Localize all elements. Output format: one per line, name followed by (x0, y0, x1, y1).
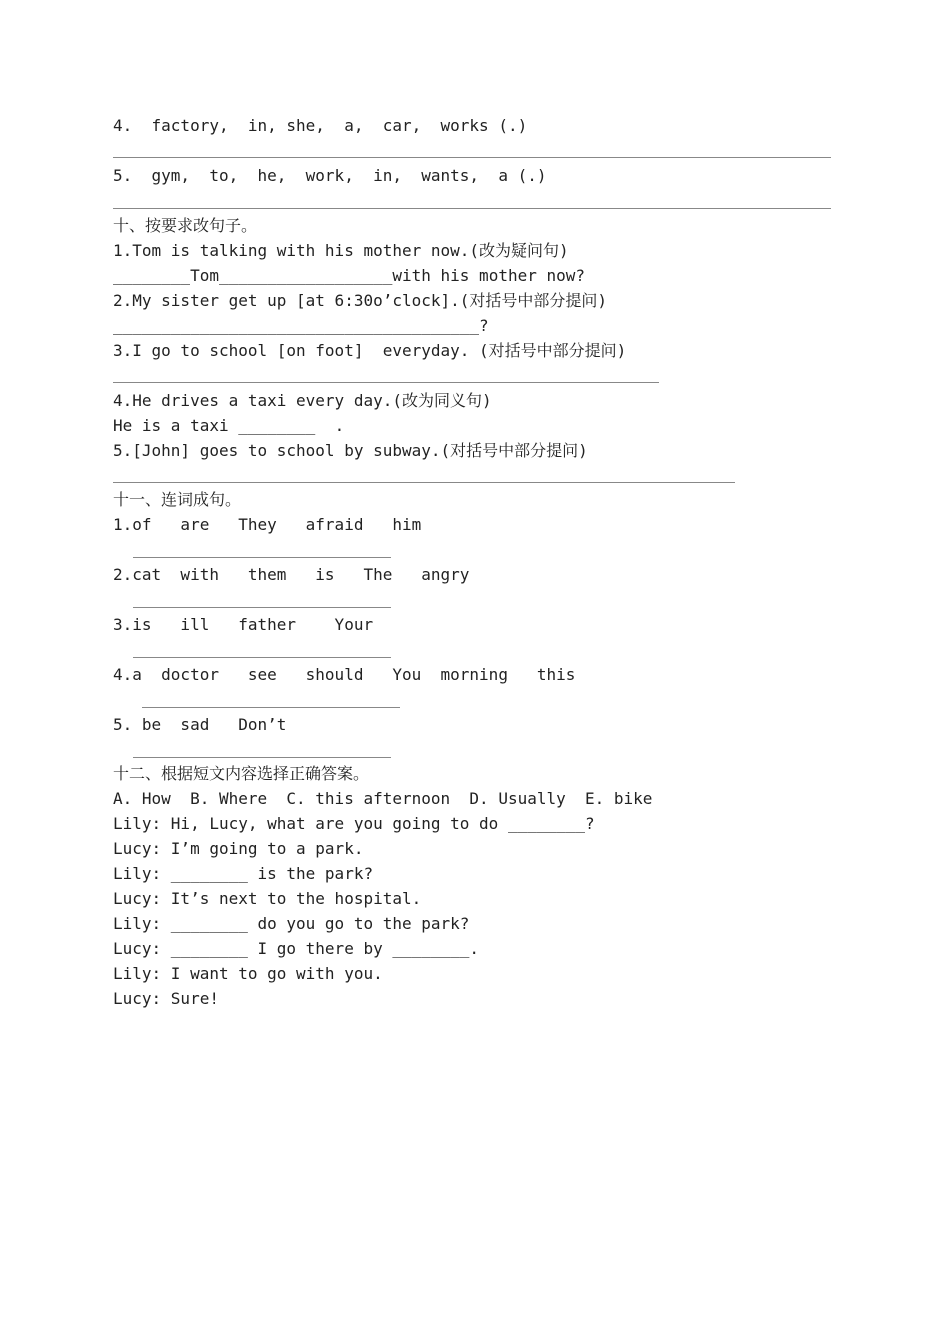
s10-q1-rest: with his mother now? (392, 266, 586, 285)
s9-q4: 4. factory, in, she, a, car, works (.) (113, 116, 528, 135)
s10-q1-tom: Tom (190, 266, 219, 285)
s10-q3-answer-line[interactable] (113, 382, 659, 383)
s12-line-6-text: I go there by (247, 939, 393, 958)
s11-q4: 4.a doctor see should You morning this (113, 665, 576, 684)
s10-q5-answer-line[interactable] (113, 482, 735, 483)
s11-q2: 2.cat with them is The angry (113, 565, 470, 584)
s12-line-6-speaker: Lucy: (113, 939, 171, 958)
s9-q4-answer-line[interactable] (113, 157, 831, 158)
s10-q2: 2.My sister get up [at 6:30o’clock].(对括号中部分提问) (113, 291, 608, 310)
s12-line-3 (113, 864, 373, 884)
s12-line-5-text: do you go to the park? (247, 914, 470, 933)
s11-q4-answer-line[interactable] (142, 707, 400, 708)
s12-line-6-end: . (469, 939, 480, 958)
s10-q2-blank[interactable]: ______________________________________ (113, 316, 480, 335)
s12-line-7: Lily: I want to go with you. (113, 964, 383, 983)
s12-line-2: Lucy: I’m going to a park. (113, 839, 364, 858)
s10-q3: 3.I go to school [on foot] everyday. (对括号中部分提问) (113, 341, 627, 360)
s12-line-3-text: is the park? (247, 864, 374, 883)
s10-q1-blank-2[interactable]: __________________ (218, 266, 393, 285)
s10-q4-blank[interactable]: ________ (238, 416, 316, 435)
s10-q1: 1.Tom is talking with his mother now.(改为疑问句) (113, 241, 569, 260)
s12-line-3-speaker: Lily: (113, 864, 171, 883)
s10-q2-end: ? (479, 316, 489, 335)
s11-q5: 5. be sad Don’t (113, 715, 287, 734)
s11-q2-answer-line[interactable] (133, 607, 391, 608)
s12-blank-1[interactable]: ________ (507, 814, 586, 833)
s11-q1-answer-line[interactable] (133, 557, 391, 558)
s12-blank-2[interactable]: ________ (170, 864, 248, 883)
s10-title: 十、按要求改句子。 (113, 216, 258, 235)
s12-line-6 (113, 939, 479, 959)
s12-blank-4[interactable]: ________ (170, 939, 248, 958)
s11-q3: 3.is ill father Your (113, 615, 374, 634)
s12-line-1-end: ? (585, 814, 595, 833)
s12-blank-3[interactable]: ________ (170, 914, 248, 933)
s10-q4-prefix: He is a taxi (113, 416, 239, 435)
s10-q4: 4.He drives a taxi every day.(改为同义句) (113, 391, 492, 410)
s9-q5: 5. gym, to, he, work, in, wants, a (.) (113, 166, 547, 185)
s12-line-4: Lucy: It’s next to the hospital. (113, 889, 422, 908)
s12-title: 十二、根据短文内容选择正确答案。 (113, 764, 370, 783)
s11-q5-answer-line[interactable] (133, 757, 391, 758)
s12-blank-5[interactable]: ________ (392, 939, 470, 958)
s12-line-1-text: Lily: Hi, Lucy, what are you going to do (113, 814, 508, 833)
s11-q3-answer-line[interactable] (133, 657, 391, 658)
s9-q5-answer-line[interactable] (113, 208, 831, 209)
s10-q1-blank-1[interactable]: ________ (113, 266, 191, 285)
s10-q2-answer (113, 316, 489, 336)
s11-q1: 1.of are They afraid him (113, 515, 422, 534)
s10-q1-answer (113, 266, 585, 286)
s12-line-5-speaker: Lily: (113, 914, 171, 933)
s10-q4-end: . (315, 416, 345, 435)
s12-line-1 (113, 814, 595, 834)
s10-q5: 5.[John] goes to school by subway.(对括号中部分提问) (113, 441, 588, 460)
s12-line-8: Lucy: Sure! (113, 989, 219, 1008)
s12-line-5 (113, 914, 469, 934)
s10-q4-answer (113, 416, 344, 436)
s11-title: 十一、连词成句。 (113, 490, 242, 509)
s12-options: A. How B. Where C. this afternoon D. Usually E. bike (113, 789, 653, 808)
